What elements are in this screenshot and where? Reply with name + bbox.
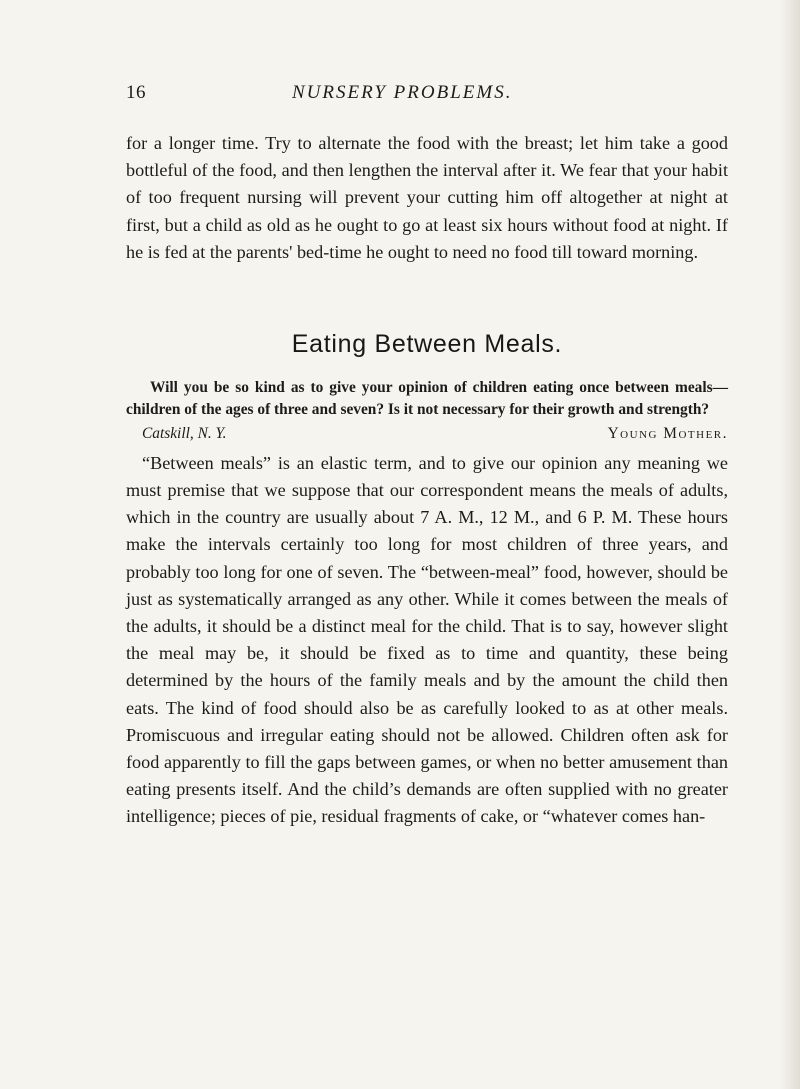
reader-question: Will you be so kind as to give your opinion of children eating once between meals—children of the ages of three and seven? Is it not necessary for their growth and strength?	[126, 379, 728, 419]
question-signature	[126, 422, 728, 446]
page-header	[126, 78, 726, 108]
intro-paragraph: for a longer time. Try to alternate the food with the breast; let him take a good bottleful of the food, and then lengthen the interval after it. We fear that your habit of too frequent nursing will prevent your cutting him off altogether at night at first, but a child as old as he ought to go at least six hours without food at night. If he is fed at the parents' bed-time he ought to need no food till toward morning.	[126, 133, 728, 262]
signature-name: Young Mother.	[607, 424, 728, 442]
section-heading: Eating Between Meals.	[291, 330, 563, 359]
page-content	[126, 130, 728, 831]
running-title: NURSERY PROBLEMS.	[292, 82, 513, 103]
answer-paragraph: “Between meals” is an elastic term, and to give our opinion any meaning we must premise that we suppose that our correspondent means the meals of adults, which in the country are usually about 7 A. M., 12 M., and 6 P. M. These hours make the intervals certainly too long for most children of three years, and probably too long for one of seven. The “between-meal” food, however, should be just as systematically arranged as any other. While it comes between the meals of the adults, it should be a distinct meal for the child. That is to say, however slight the meal may be, it should be fixed as to time and quantity, these being determined by the hours of the family meals and by the amount the child then eats. The kind of food should also be as carefully looked to as at other meals. Promiscuous and irregular eating should not be allowed. Children often ask for food apparently to fill the gaps between games, or when no better amusement than eating presents itself. And the child’s demands are often supplied with no greater intelligence; pieces of pie, residual fragments of cake, or “whatever comes han-	[126, 452, 728, 827]
page-number: 16	[126, 82, 146, 103]
page-edge-shadow	[780, 0, 800, 1089]
signature-place: Catskill, N. Y.	[142, 424, 227, 442]
